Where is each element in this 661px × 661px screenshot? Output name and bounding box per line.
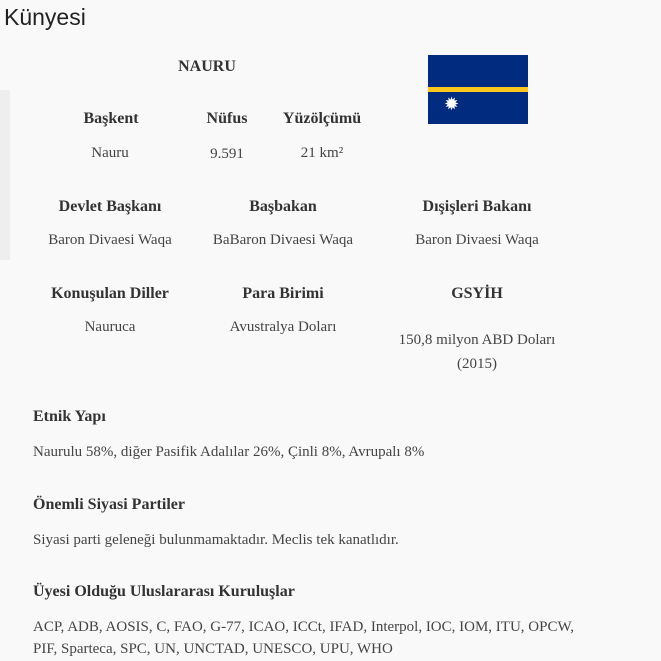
page-title: Künyesi	[4, 4, 86, 30]
organizations-heading: Üyesi Olduğu Uluslararası Kuruluşlar	[33, 583, 295, 600]
flag-stripe	[428, 87, 528, 92]
population-label: Nüfus	[206, 110, 248, 127]
nauru-flag-icon	[428, 55, 528, 124]
ethnic-heading: Etnik Yapı	[33, 408, 106, 425]
organizations-text: ACP, ADB, AOSIS, C, FAO, G-77, ICAO, ICCt, IFAD, Interpol, IOC, IOM, ITU, OPCW, PIF, Sparteca, SPC, UN, UNCTAD, UNESCO, UPU, WHO	[33, 619, 575, 657]
parties-heading: Önemli Siyasi Partiler	[33, 496, 185, 513]
head-of-state-label: Devlet Başkanı	[58, 198, 162, 215]
prime-minister-label: Başbakan	[249, 198, 317, 215]
parties-text: Siyasi parti geleneği bulunmamaktadır. Meclis tek kanatlıdır.	[33, 532, 399, 548]
area-value: 21 km²	[300, 145, 344, 161]
population-value: 9.591	[210, 146, 244, 162]
country-name: NAURU	[178, 58, 236, 75]
languages-label: Konuşulan Diller	[51, 285, 169, 302]
gdp-year: (2015)	[457, 356, 497, 372]
foreign-minister-value: Baron Divaesi Waqa	[415, 232, 539, 248]
flag-star-icon: ✹	[444, 94, 460, 115]
foreign-minister-label: Dışişleri Bakanı	[422, 198, 532, 215]
capital-value: Nauru	[91, 145, 129, 161]
languages-value: Nauruca	[84, 319, 136, 335]
prime-minister-value: BaBaron Divaesi Waqa	[212, 232, 354, 248]
gdp-value: 150,8 milyon ABD Doları	[398, 332, 556, 348]
area-label: Yüzölçümü	[282, 110, 362, 127]
ethnic-text: Naurulu 58%, diğer Pasifik Adalılar 26%, Çinli 8%, Avrupalı 8%	[33, 444, 425, 460]
currency-label: Para Birimi	[242, 285, 324, 302]
head-of-state-value: Baron Divaesi Waqa	[48, 232, 172, 248]
capital-label: Başkent	[83, 110, 139, 127]
gdp-label: GSYİH	[451, 285, 503, 302]
currency-value: Avustralya Doları	[229, 319, 337, 335]
watermark	[0, 90, 10, 260]
